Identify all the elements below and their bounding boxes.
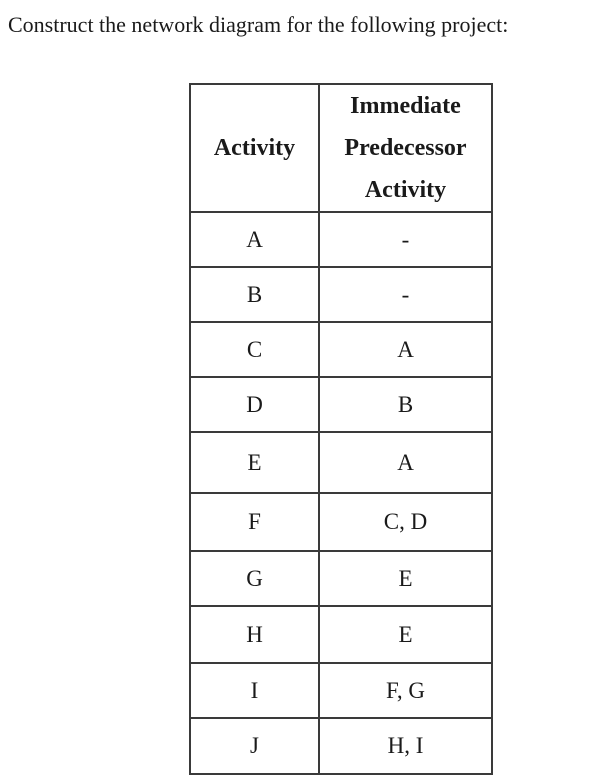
table-row (190, 493, 492, 551)
predecessor-cell: A (319, 432, 492, 493)
table-row (190, 663, 492, 718)
predecessor-table (189, 83, 493, 775)
table-row (190, 432, 492, 493)
table-row (190, 606, 492, 663)
activity-cell: F (190, 493, 319, 551)
activity-cell: I (190, 663, 319, 718)
activity-cell: J (190, 718, 319, 774)
activity-cell: H (190, 606, 319, 663)
table-row (190, 267, 492, 322)
predecessor-header-line-1: Immediate (350, 93, 461, 119)
table-row (190, 551, 492, 606)
table-header-row (190, 84, 492, 212)
predecessor-cell: E (319, 551, 492, 606)
activity-cell: A (190, 212, 319, 267)
predecessor-cell: F, G (319, 663, 492, 718)
predecessor-header-line-2: Predecessor (344, 135, 467, 161)
activity-column-header (190, 84, 319, 212)
question-text: Construct the network diagram for the following project: (8, 12, 509, 37)
predecessor-header-line-3: Activity (364, 177, 447, 203)
activity-header-label: Activity (213, 135, 296, 161)
table-row (190, 718, 492, 774)
table-row (190, 322, 492, 377)
table-row (190, 377, 492, 432)
activity-cell: D (190, 377, 319, 432)
predecessor-cell: C, D (319, 493, 492, 551)
predecessor-cell: A (319, 322, 492, 377)
table-row (190, 212, 492, 267)
predecessor-cell: B (319, 377, 492, 432)
predecessor-cell: - (319, 212, 492, 267)
activity-cell: B (190, 267, 319, 322)
activity-cell: G (190, 551, 319, 606)
predecessor-cell: E (319, 606, 492, 663)
predecessor-cell: - (319, 267, 492, 322)
activity-cell: E (190, 432, 319, 493)
activity-cell: C (190, 322, 319, 377)
predecessor-column-header (319, 84, 492, 212)
predecessor-cell: H, I (319, 718, 492, 774)
